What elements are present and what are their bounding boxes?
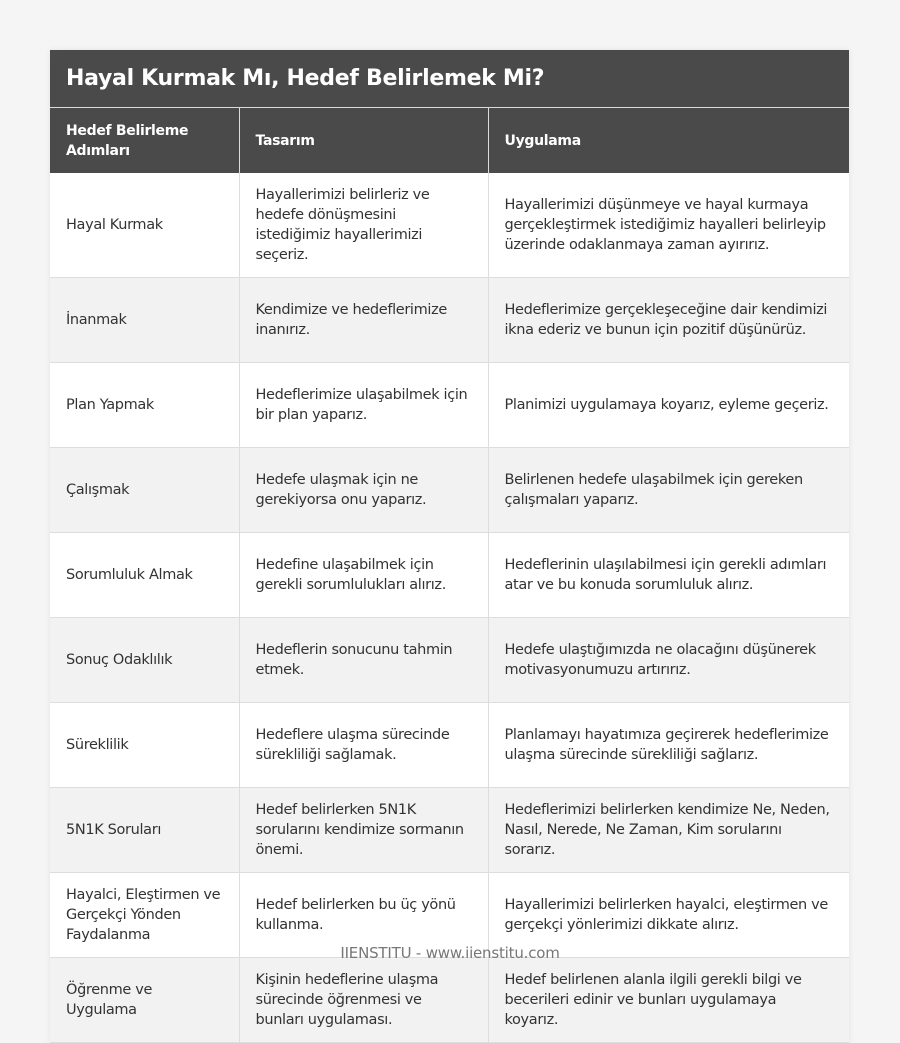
cell-design: Hedef belirlerken bu üç yönü kullanma.: [239, 873, 488, 958]
cell-design: Kendimize ve hedeflerimize inanırız.: [239, 278, 488, 363]
cell-step: Hayal Kurmak: [50, 173, 239, 278]
goal-steps-table: [50, 108, 849, 1043]
cell-step: Hayalci, Eleştirmen ve Gerçekçi Yönden Faydalanma: [50, 873, 239, 958]
cell-application: Hedeflerimizi belirlerken kendimize Ne, Neden, Nasıl, Nerede, Ne Zaman, Kim sorularını sorarız.: [488, 788, 849, 873]
cell-design: Hayallerimizi belirleriz ve hedefe dönüşmesini istediğimiz hayallerimizi seçeriz.: [239, 173, 488, 278]
cell-design: Hedef belirlerken 5N1K sorularını kendimize sormanın önemi.: [239, 788, 488, 873]
table-card: [50, 50, 849, 1043]
cell-step: 5N1K Soruları: [50, 788, 239, 873]
cell-design: Hedeflerimize ulaşabilmek için bir plan yaparız.: [239, 363, 488, 448]
table-row: [50, 788, 849, 873]
cell-design: Kişinin hedeflerine ulaşma sürecinde öğrenmesi ve bunları uygulaması.: [239, 958, 488, 1043]
cell-application: Hayallerimizi düşünmeye ve hayal kurmaya gerçekleştirmek istediğimiz hayalleri belirleyip üzerinde odaklanmaya zaman ayırırız.: [488, 173, 849, 278]
cell-design: Hedeflerin sonucunu tahmin etmek.: [239, 618, 488, 703]
cell-application: Hedef belirlenen alanla ilgili gerekli bilgi ve becerileri edinir ve bunları uygulamaya koyarız.: [488, 958, 849, 1043]
cell-application: Planimizi uygulamaya koyarız, eyleme geçeriz.: [488, 363, 849, 448]
footer-credit: IIENSTITU - www.iienstitu.com: [340, 944, 560, 962]
cell-step: Süreklilik: [50, 703, 239, 788]
table-row: [50, 533, 849, 618]
table-row: [50, 618, 849, 703]
cell-application: Belirlenen hedefe ulaşabilmek için gereken çalışmaları yaparız.: [488, 448, 849, 533]
cell-design: Hedeflere ulaşma sürecinde sürekliliği sağlamak.: [239, 703, 488, 788]
cell-step: Öğrenme ve Uygulama: [50, 958, 239, 1043]
table-row: [50, 958, 849, 1043]
cell-design: Hedefine ulaşabilmek için gerekli sorumlulukları alırız.: [239, 533, 488, 618]
table-row: [50, 363, 849, 448]
column-header-steps: Hedef Belirleme Adımları: [50, 108, 239, 173]
cell-application: Hedeflerinin ulaşılabilmesi için gerekli adımları atar ve bu konuda sorumluluk alırız.: [488, 533, 849, 618]
column-header-application: Uygulama: [488, 108, 849, 173]
cell-design: Hedefe ulaşmak için ne gerekiyorsa onu yaparız.: [239, 448, 488, 533]
cell-step: İnanmak: [50, 278, 239, 363]
cell-step: Sonuç Odaklılık: [50, 618, 239, 703]
table-row: [50, 173, 849, 278]
cell-application: Hedefe ulaştığımızda ne olacağını düşünerek motivasyonumuzu artırırız.: [488, 618, 849, 703]
table-row: [50, 278, 849, 363]
cell-application: Planlamayı hayatımıza geçirerek hedeflerimize ulaşma sürecinde sürekliliği sağlarız.: [488, 703, 849, 788]
cell-application: Hayallerimizi belirlerken hayalci, eleştirmen ve gerçekçi yönlerimizi dikkate alırız.: [488, 873, 849, 958]
cell-step: Sorumluluk Almak: [50, 533, 239, 618]
cell-application: Hedeflerimize gerçekleşeceğine dair kendimizi ikna ederiz ve bunun için pozitif düşünürüz.: [488, 278, 849, 363]
table-title: Hayal Kurmak Mı, Hedef Belirlemek Mi?: [50, 50, 849, 108]
table-row: [50, 703, 849, 788]
cell-step: Plan Yapmak: [50, 363, 239, 448]
table-row: [50, 448, 849, 533]
cell-step: Çalışmak: [50, 448, 239, 533]
header-row: [50, 108, 849, 173]
column-header-design: Tasarım: [239, 108, 488, 173]
